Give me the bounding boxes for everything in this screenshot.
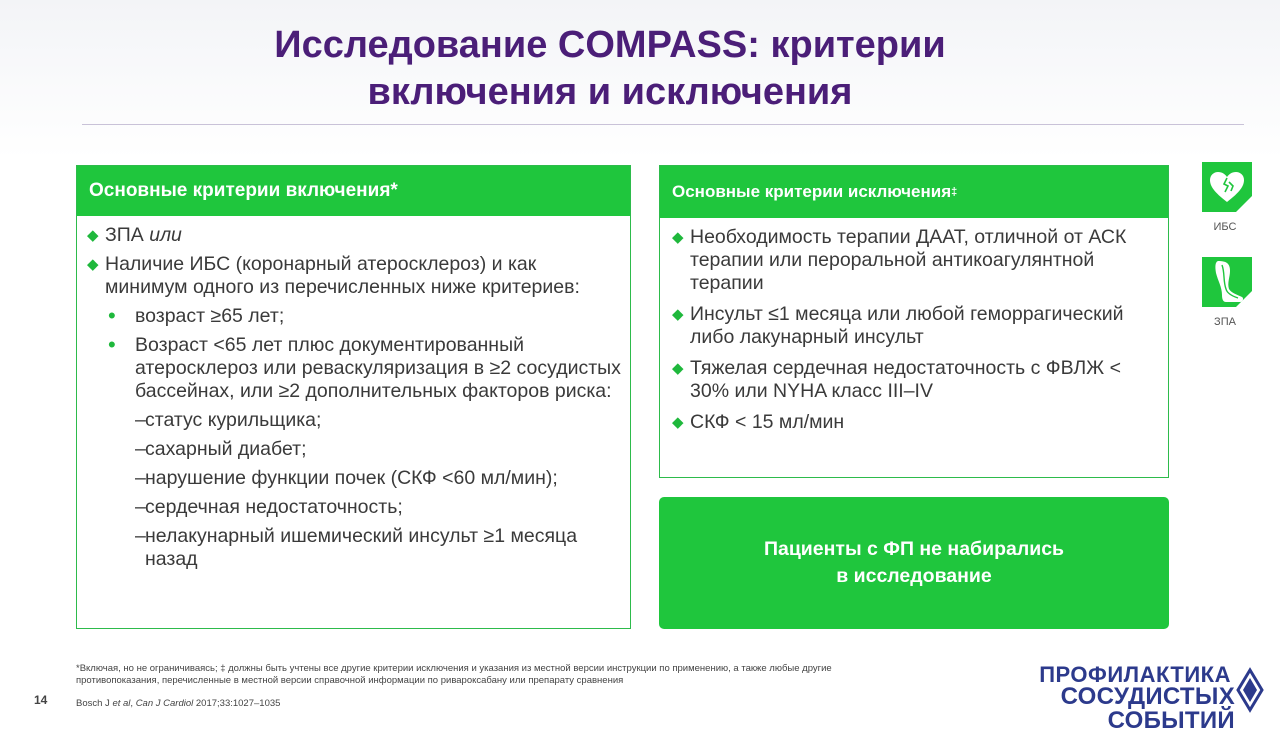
af-patients-note bbox=[659, 497, 1169, 629]
dot-bullet-icon: • bbox=[108, 303, 116, 328]
inclusion-subitem bbox=[87, 305, 622, 328]
diamond-bullet-icon: ◆ bbox=[672, 229, 684, 246]
risk-factor-item bbox=[87, 525, 622, 571]
dot-bullet-icon: • bbox=[108, 332, 116, 357]
exclusion-item bbox=[672, 357, 1160, 403]
inclusion-subitem-text: Возраст <65 лет плюс документированный атеросклероз или реваскуляризация в ≥2 сосудистых бассейнах, или ≥2 дополнительных факторов риска: bbox=[135, 334, 621, 402]
diamond-bullet-icon: ◆ bbox=[87, 227, 99, 244]
diamond-bullet-icon: ◆ bbox=[672, 414, 684, 431]
reference-sep: , bbox=[130, 698, 136, 709]
risk-factor-item bbox=[87, 438, 622, 461]
risk-factor-item bbox=[87, 467, 622, 490]
risk-factor-text: нарушение функции почек (СКФ <60 мл/мин); bbox=[145, 467, 558, 489]
risk-factor-item bbox=[87, 496, 622, 519]
inclusion-item-text: Наличие ИБС (коронарный атеросклероз) и как минимум одного из перечисленных ниже критериев: bbox=[105, 253, 580, 298]
page-number: 14 bbox=[34, 693, 48, 707]
slide-title bbox=[160, 22, 1060, 116]
exclusion-item bbox=[672, 226, 1160, 295]
risk-factor-text: сахарный диабет; bbox=[145, 438, 307, 460]
exclusion-header-mark: ‡ bbox=[951, 186, 958, 198]
exclusion-item-text: Необходимость терапии ДААТ, отличной от АСК терапии или пероральной антикоагулянтной терапии bbox=[690, 226, 1127, 294]
af-note-line-1: Пациенты с ФП не набирались bbox=[763, 538, 1065, 560]
inclusion-subitem bbox=[87, 334, 622, 403]
inclusion-item-or: или bbox=[149, 224, 182, 246]
heart-icon bbox=[1196, 156, 1258, 218]
risk-factor-text: статус курильщика; bbox=[145, 409, 322, 431]
exclusion-item-text: Инсульт ≤1 месяца или любой геморрагический либо лакунарный инсульт bbox=[690, 303, 1124, 348]
reference-rest: 2017;33:1027–1035 bbox=[193, 698, 281, 709]
dash-marker: – bbox=[135, 467, 146, 489]
exclusion-item bbox=[672, 411, 1160, 434]
inclusion-item-cad bbox=[87, 253, 622, 299]
diamond-bullet-icon: ◆ bbox=[672, 306, 684, 323]
leg-icon bbox=[1196, 251, 1258, 313]
inclusion-list bbox=[77, 216, 630, 571]
exclusion-criteria-box bbox=[659, 165, 1169, 478]
af-note-line-2: в исследование bbox=[836, 565, 992, 587]
reference-authors: Bosch J bbox=[76, 698, 113, 709]
exclusion-item-text: Тяжелая сердечная недостаточность с ФВЛЖ < 30% или NYHA класс III–IV bbox=[690, 357, 1121, 402]
cad-icon-label: ИБС bbox=[1213, 221, 1237, 233]
exclusion-header bbox=[660, 166, 1168, 218]
dash-marker: – bbox=[135, 525, 146, 547]
logo-line-2: СОСУДИСТЫХ СОБЫТИЙ bbox=[1060, 683, 1235, 734]
pad-icon-label: ЗПА bbox=[1214, 316, 1236, 328]
footnote: *Включая, но не ограничиваясь; ‡ должны быть учтены все другие критерии исключения и указания из местной версии инструкции по применению, а также любые другие противопоказания, перечисленные в местной версии справочной информации по ривароксабану или препарату сравнения bbox=[76, 663, 832, 686]
dash-marker: – bbox=[135, 496, 146, 518]
risk-factor-item bbox=[87, 409, 622, 432]
logo bbox=[935, 662, 1235, 734]
logo-line-1: ПРОФИЛАКТИКА bbox=[1039, 662, 1231, 687]
exclusion-header-text: Основные критерии исключения bbox=[672, 182, 952, 201]
inclusion-header: Основные критерии включения* bbox=[77, 166, 630, 216]
inclusion-item-pad bbox=[87, 224, 622, 247]
dash-marker: – bbox=[135, 438, 146, 460]
diamond-bullet-icon: ◆ bbox=[672, 360, 684, 377]
risk-factor-text: сердечная недостаточность; bbox=[145, 496, 403, 518]
exclusion-item bbox=[672, 303, 1160, 349]
reference-journal: Can J Cardiol bbox=[135, 698, 194, 709]
inclusion-item-text: ЗПА bbox=[105, 224, 150, 246]
diamond-bullet-icon: ◆ bbox=[87, 256, 99, 273]
exclusion-item-text: СКФ < 15 мл/мин bbox=[690, 411, 845, 433]
reference bbox=[76, 698, 280, 709]
title-line-1: Исследование COMPASS: критерии bbox=[274, 24, 946, 66]
risk-factor-text: нелакунарный ишемический инсульт ≥1 месяца назад bbox=[145, 525, 578, 570]
inclusion-subitem-text: возраст ≥65 лет; bbox=[135, 305, 285, 327]
dash-marker: – bbox=[135, 409, 146, 431]
inclusion-criteria-box bbox=[76, 165, 631, 629]
title-line-2: включения и исключения bbox=[367, 71, 853, 113]
exclusion-list bbox=[660, 218, 1168, 434]
logo-diamond-icon bbox=[1236, 668, 1264, 717]
title-divider bbox=[82, 124, 1244, 125]
reference-etal: et al bbox=[112, 698, 131, 709]
